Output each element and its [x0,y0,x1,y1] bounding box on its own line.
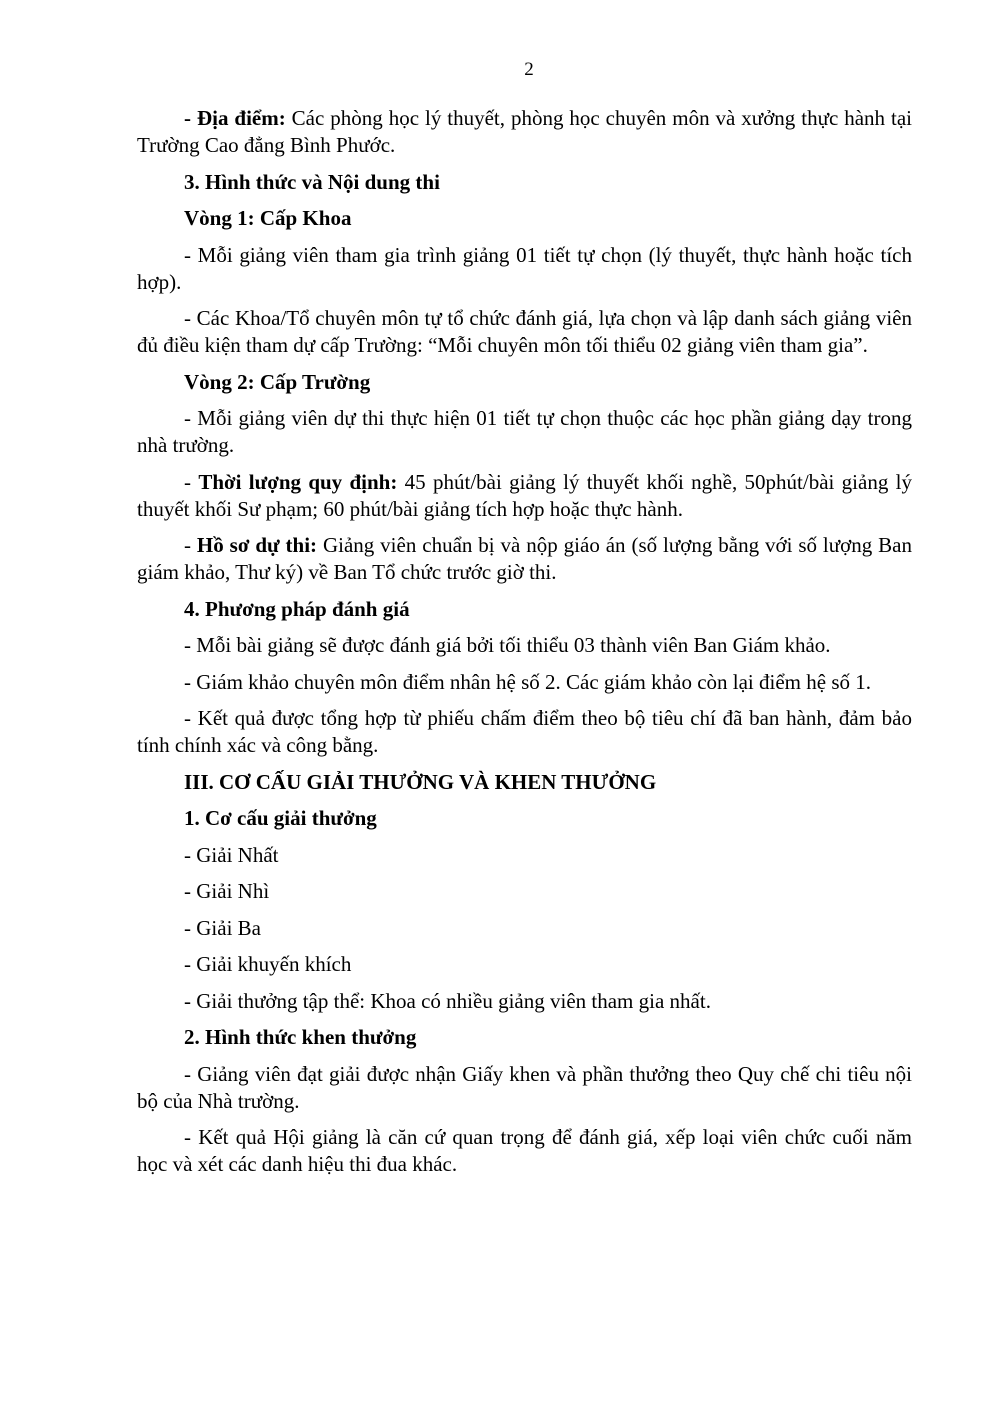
page-number: 2 [524,59,534,80]
evaluation-paragraph-2: - Giám khảo chuyên môn điểm nhân hệ số 2. Các giám khảo còn lại điểm hệ số 1. [184,669,872,694]
prize-structure-heading: 1. Cơ cấu giải thưởng [184,806,377,830]
prize-item: - Giải Ba [184,915,261,940]
section-4-heading: 4. Phương pháp đánh giá [184,596,410,621]
part-3-heading: III. CƠ CẤU GIẢI THƯỞNG VÀ KHEN THƯỞNG [184,769,657,794]
evaluation-paragraph-3: - Kết quả được tổng hợp từ phiếu chấm điểm theo bộ tiêu chí đã ban hành, đảm bảo tính chính xác và công bằng. [137,706,912,757]
dossier-text: Giảng viên chuẩn bị và nộp giáo án (số lượng bằng với số lượng Ban giám khảo, Thư ký) về Ban Tổ chức trước giờ thi. [137,533,912,584]
location-label: - Địa điểm: [184,106,286,130]
duration-label: Thời lượng quy định: [198,469,398,494]
section-3-heading: 3. Hình thức và Nội dung thi [184,169,440,194]
prize-item: - Giải khuyến khích [184,952,352,976]
round-2-paragraph-1: - Mỗi giảng viên dự thi thực hiện 01 tiết tự chọn thuộc các học phần giảng dạy trong nhà trường. [137,406,912,457]
prize-item: - Giải thưởng tập thể: Khoa có nhiều giảng viên tham gia nhất. [184,988,711,1013]
duration-text: 45 phút/bài giảng lý thuyết khối nghề, 50phút/bài giảng lý thuyết khối Sư phạm; 60 phút/bài giảng tích hợp hoặc thực hành. [137,469,912,521]
dossier-label: Hồ sơ dự thi: [196,533,318,557]
duration-paragraph [137,469,912,523]
document-body [137,105,912,1188]
location-paragraph [137,105,912,159]
round-1-heading: Vòng 1: Cấp Khoa [184,206,352,230]
dossier-paragraph [137,532,912,586]
duration-prefix: - [184,469,199,494]
prize-item: - Giải Nhì [184,879,270,903]
dossier-prefix: - [184,533,197,557]
reward-paragraph-2: - Kết quả Hội giảng là căn cứ quan trọng để đánh giá, xếp loại viên chức cuối năm học và xét các danh hiệu thi đua khác. [137,1125,912,1176]
location-text: Các phòng học lý thuyết, phòng học chuyên môn và xưởng thực hành tại Trường Cao đẳng Bình Phước. [137,106,912,157]
round-1-paragraph-1: - Mỗi giảng viên tham gia trình giảng 01 tiết tự chọn (lý thuyết, thực hành hoặc tích hợp). [137,242,912,294]
reward-paragraph-1: - Giảng viên đạt giải được nhận Giấy khen và phần thưởng theo Quy chế chi tiêu nội bộ của Nhà trường. [137,1061,912,1113]
round-2-heading: Vòng 2: Cấp Trường [184,369,371,394]
reward-form-heading: 2. Hình thức khen thưởng [184,1025,417,1049]
round-1-paragraph-2: - Các Khoa/Tổ chuyên môn tự tổ chức đánh giá, lựa chọn và lập danh sách giảng viên đủ điều kiện tham dự cấp Trường: “Mỗi chuyên môn tối thiểu 02 giảng viên tham gia”. [137,306,912,357]
evaluation-paragraph-1: - Mỗi bài giảng sẽ được đánh giá bởi tối thiểu 03 thành viên Ban Giám khảo. [184,633,831,657]
prize-item: - Giải Nhất [184,842,279,867]
